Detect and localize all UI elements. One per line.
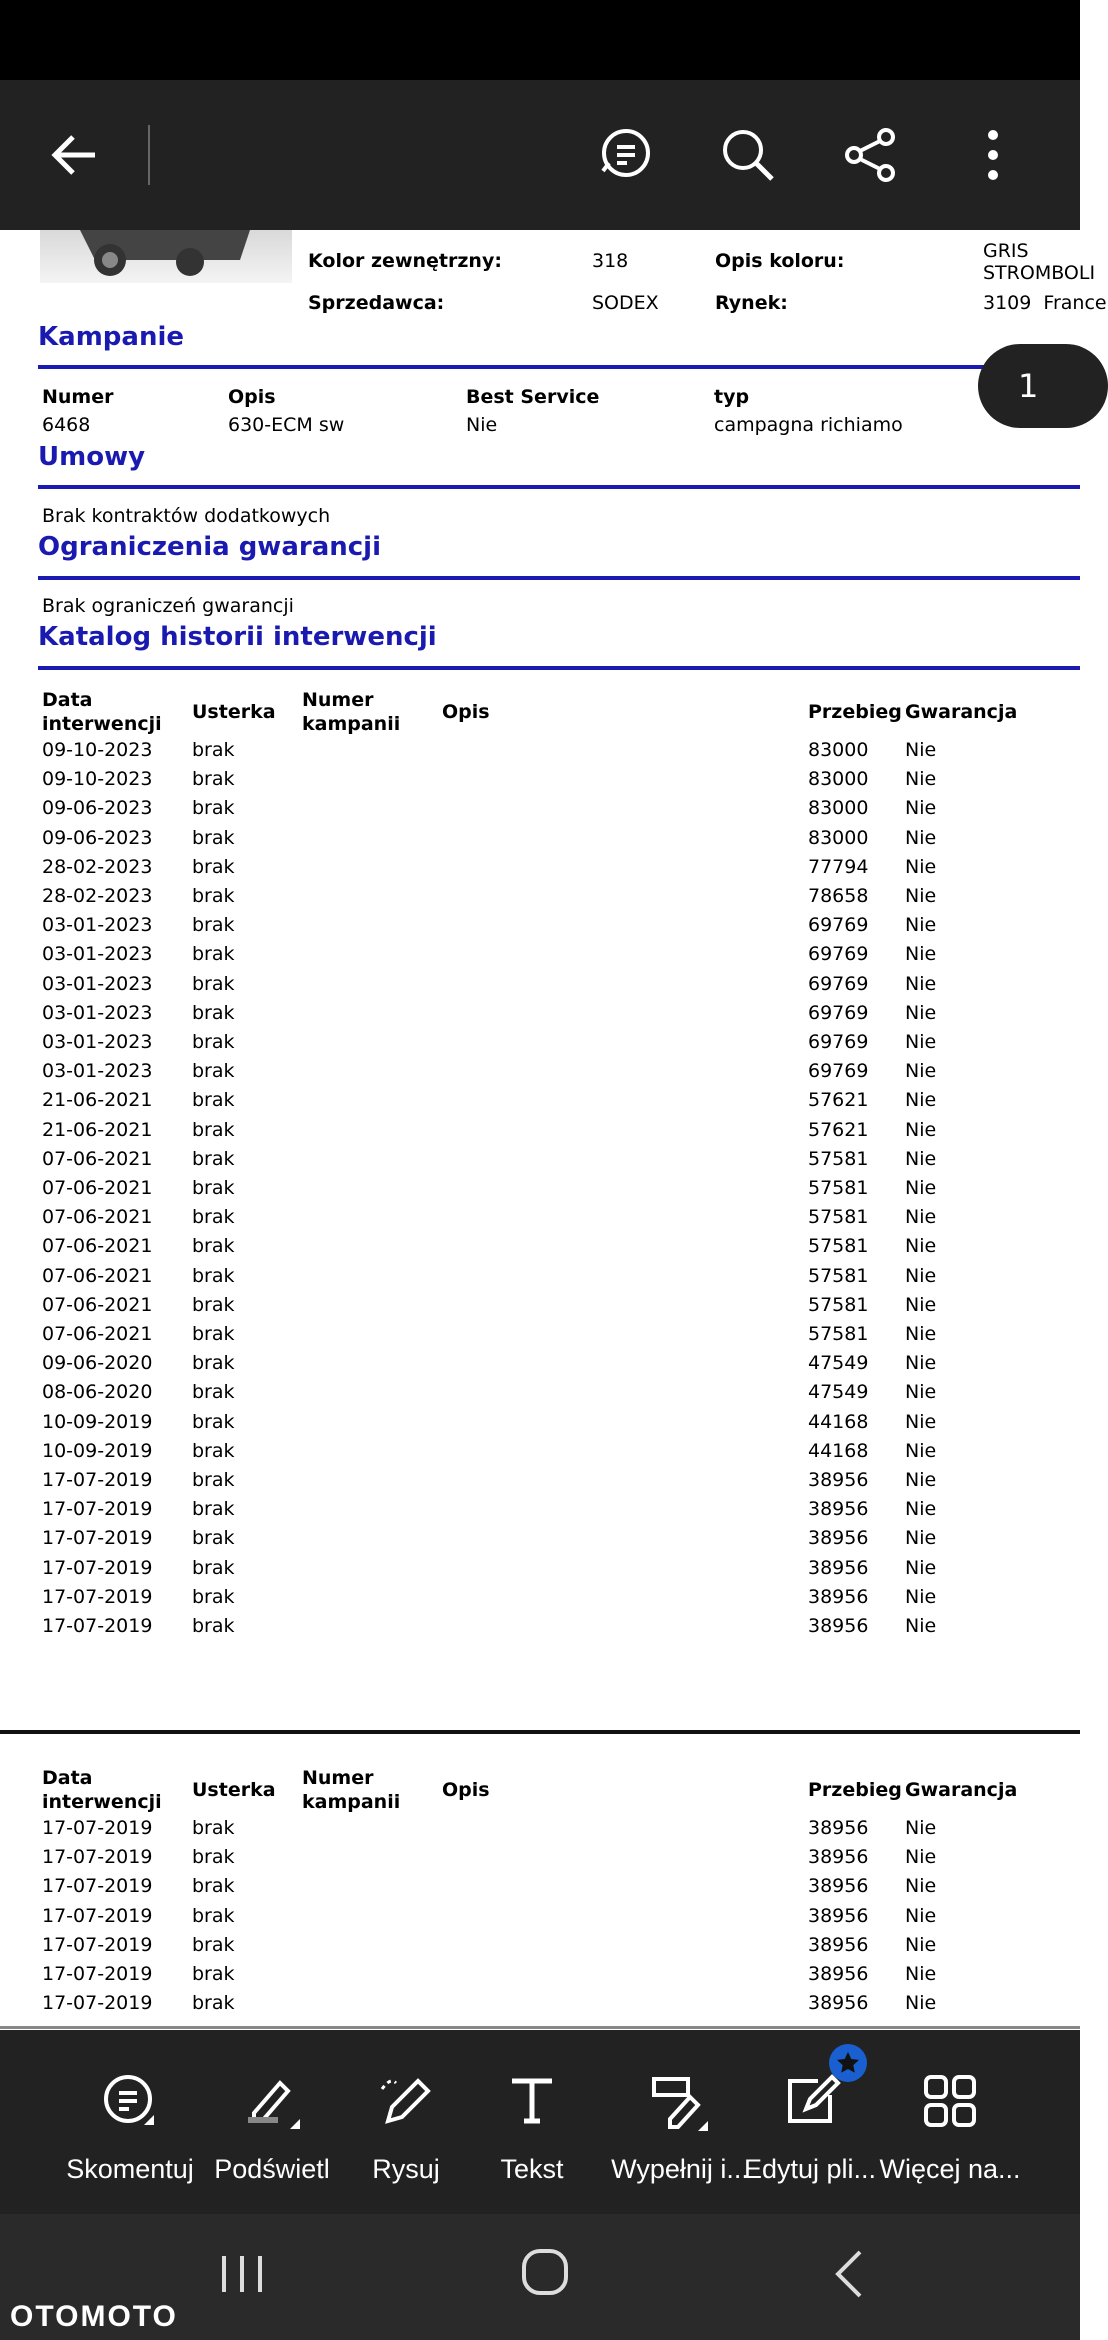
kampanie-cell-typ: campagna richiamo [714,414,903,436]
row-warranty: Nie [905,855,937,878]
row-mileage: 83000 [808,826,869,849]
row-warranty: Nie [905,1177,937,1199]
row-fault: brak [192,1615,235,1637]
row-date: 17-07-2019 [42,1469,153,1491]
row-fault: brak [192,1992,235,2015]
row-date: 28-02-2023 [42,885,153,907]
row-date: 07-06-2021 [42,1293,153,1316]
row-date: 17-07-2019 [42,1556,153,1579]
toolbar-divider [148,125,150,185]
row-fault: brak [192,1556,235,1579]
kampanie-cell-best-service: Nie [466,414,498,436]
row-mileage: 38956 [808,1615,869,1637]
row-date: 03-01-2023 [42,972,153,995]
text-icon [497,2066,567,2136]
row-fault: brak [192,1001,235,1024]
row-fault: brak [192,914,235,937]
kampanie-header-best-service: Best Service [466,386,600,408]
pdf-document[interactable] [0,230,1107,2030]
row-warranty: Nie [905,914,937,937]
table-row [0,1060,1080,1089]
top-toolbar [0,80,1080,230]
page-number-badge[interactable]: 1 [978,344,1108,428]
section-rule [38,666,1080,670]
row-date: 17-07-2019 [42,1992,153,2015]
tool-highlight-label: Podświetl [214,2154,330,2184]
row-warranty: Nie [905,1060,937,1083]
tool-more-label: Więcej na... [879,2154,1021,2184]
row-date: 09-06-2023 [42,797,153,820]
row-date: 03-01-2023 [42,1060,153,1083]
row-warranty: Nie [905,1001,937,1024]
otomoto-watermark: OTOMOTO [10,2300,178,2333]
row-fault: brak [192,797,235,820]
table-row [0,1002,1080,1031]
row-mileage: 38956 [808,1556,869,1579]
row-date: 07-06-2021 [42,1323,153,1345]
row-fault: brak [192,1060,235,1083]
row-date: 03-01-2023 [42,943,153,966]
row-fault: brak [192,1147,235,1170]
table-row [0,797,1080,826]
row-date: 07-06-2021 [42,1206,153,1229]
row-date: 17-07-2019 [42,1527,153,1550]
status-bar [0,0,1080,80]
nav-back-icon[interactable] [820,2244,880,2308]
tool-fill-sign[interactable] [605,2030,755,2214]
row-fault: brak [192,1846,235,1869]
more-vertical-icon[interactable] [958,120,1028,190]
tool-draw-label: Rysuj [372,2154,440,2184]
page-edge [0,2026,1080,2029]
row-warranty: Nie [905,1963,937,1985]
section-title-kampanie: Kampanie [38,322,184,352]
row-mileage: 77794 [808,855,869,878]
row-mileage: 57581 [808,1323,869,1345]
kampanie-header-typ: typ [714,386,750,408]
row-warranty: Nie [905,1875,937,1898]
row-fault: brak [192,1031,235,1053]
table-row [0,943,1080,972]
row-date: 07-06-2021 [42,1177,153,1199]
row-date: 07-06-2021 [42,1235,153,1258]
row-warranty: Nie [905,1439,937,1462]
row-mileage: 57581 [808,1206,869,1229]
row-mileage: 38956 [808,1963,869,1985]
katalog-header-warranty-p2: Gwarancja [905,1779,1018,1801]
row-mileage: 69769 [808,972,869,995]
table-row [0,856,1080,885]
row-fault: brak [192,1933,235,1956]
premium-star-icon [829,2044,867,2082]
header-date-line1: Data [42,689,93,711]
row-date: 03-01-2023 [42,1001,153,1024]
tool-edit-pdf-label: Edytuj pli... [743,2154,877,2184]
row-date: 09-06-2023 [42,826,153,849]
table-row [0,1586,1080,1615]
katalog-header-campaign [302,688,400,736]
search-icon[interactable] [713,120,783,190]
table-row [0,1934,1080,1963]
table-row [0,1119,1080,1148]
tool-text-label: Tekst [500,2154,564,2184]
row-fault: brak [192,855,235,878]
row-fault: brak [192,1904,235,1927]
tool-highlight[interactable] [197,2030,347,2214]
header-date-line2: interwencji [42,1791,162,1813]
row-fault: brak [192,1410,235,1433]
row-mileage: 38956 [808,1469,869,1491]
tool-comment[interactable] [55,2030,205,2214]
row-warranty: Nie [905,972,937,995]
row-mileage: 69769 [808,1001,869,1024]
seller-value: SODEX [592,292,659,314]
row-warranty: Nie [905,797,937,820]
row-mileage: 69769 [808,943,869,966]
row-fault: brak [192,1293,235,1316]
seller-label: Sprzedawca: [308,292,445,314]
highlighter-icon [237,2066,307,2136]
row-fault: brak [192,1352,235,1375]
table-row [0,1615,1080,1644]
row-warranty: Nie [905,1992,937,2015]
row-mileage: 44168 [808,1410,869,1433]
comment-icon [95,2066,165,2136]
color-desc-value [983,240,1095,284]
row-mileage: 38956 [808,1585,869,1608]
row-warranty: Nie [905,1147,937,1170]
header-campaign-line1: Numer [302,1767,374,1789]
table-row [0,1992,1080,2021]
row-mileage: 83000 [808,797,869,820]
katalog-header-date-p2 [42,1766,162,1814]
table-row [0,914,1080,943]
row-mileage: 57581 [808,1264,869,1287]
row-date: 21-06-2021 [42,1089,153,1112]
table-row [0,1411,1080,1440]
row-mileage: 38956 [808,1527,869,1550]
row-fault: brak [192,1963,235,1985]
row-fault: brak [192,826,235,849]
row-date: 09-10-2023 [42,768,153,791]
page-break [0,1730,1080,1734]
katalog-header-desc: Opis [442,701,490,723]
row-fault: brak [192,1439,235,1462]
row-fault: brak [192,1469,235,1491]
color-desc-value-line2: STROMBOLI [983,262,1096,284]
row-mileage: 57581 [808,1177,869,1199]
table-row [0,1498,1080,1527]
row-mileage: 83000 [808,768,869,791]
row-fault: brak [192,972,235,995]
row-mileage: 38956 [808,1817,869,1839]
row-mileage: 57621 [808,1118,869,1141]
section-title-umowy: Umowy [38,442,146,472]
header-campaign-line1: Numer [302,689,374,711]
row-mileage: 69769 [808,1031,869,1053]
row-date: 08-06-2020 [42,1381,153,1404]
row-fault: brak [192,1118,235,1141]
row-warranty: Nie [905,1264,937,1287]
table-row [0,1031,1080,1060]
table-row [0,1206,1080,1235]
row-fault: brak [192,768,235,791]
katalog-header-warranty: Gwarancja [905,701,1018,723]
row-fault: brak [192,1381,235,1404]
comment-list-icon[interactable] [590,120,660,190]
table-row [0,1352,1080,1381]
market-value: 3109 France [983,292,1107,314]
tool-more[interactable] [875,2030,1025,2214]
table-row [0,1875,1080,1904]
fill-sign-icon [645,2066,715,2136]
color-value: 318 [592,250,629,272]
katalog-header-date [42,688,162,736]
row-warranty: Nie [905,1469,937,1491]
row-date: 17-07-2019 [42,1875,153,1898]
row-fault: brak [192,1817,235,1839]
section-rule [38,365,1080,369]
row-date: 10-09-2019 [42,1410,153,1433]
katalog-header-fault-p2: Usterka [192,1779,276,1801]
table-row [0,1440,1080,1469]
bottom-toolbar [0,2030,1080,2214]
table-row [0,1177,1080,1206]
row-fault: brak [192,1585,235,1608]
table-row [0,1963,1080,1992]
row-mileage: 57621 [808,1089,869,1112]
row-mileage: 69769 [808,1060,869,1083]
color-desc-value-line1: GRIS [983,240,1029,262]
row-mileage: 38956 [808,1875,869,1898]
market-label: Rynek: [715,292,788,314]
row-date: 21-06-2021 [42,1118,153,1141]
row-warranty: Nie [905,826,937,849]
katalog-header-desc-p2: Opis [442,1779,490,1801]
header-campaign-line2: kampanii [302,1791,401,1813]
row-date: 17-07-2019 [42,1585,153,1608]
row-date: 17-07-2019 [42,1904,153,1927]
back-arrow-icon[interactable] [40,120,110,190]
row-mileage: 38956 [808,1992,869,2015]
table-row [0,1294,1080,1323]
section-title-ograniczenia: Ograniczenia gwarancji [38,532,381,562]
row-warranty: Nie [905,1206,937,1229]
row-fault: brak [192,1089,235,1112]
tool-text[interactable] [457,2030,607,2214]
row-warranty: Nie [905,1615,937,1637]
row-mileage: 69769 [808,914,869,937]
row-fault: brak [192,1206,235,1229]
color-label: Kolor zewnętrzny: [308,250,502,272]
pencil-draw-icon [371,2066,441,2136]
row-date: 17-07-2019 [42,1615,153,1637]
row-warranty: Nie [905,1817,937,1839]
row-date: 07-06-2021 [42,1147,153,1170]
table-row [0,768,1080,797]
row-mileage: 57581 [808,1235,869,1258]
row-warranty: Nie [905,768,937,791]
row-mileage: 38956 [808,1846,869,1869]
tool-edit-pdf[interactable] [735,2030,885,2214]
row-warranty: Nie [905,1352,937,1375]
umowy-note: Brak kontraktów dodatkowych [42,505,331,527]
kampanie-header-numer: Numer [42,386,114,408]
header-campaign-line2: kampanii [302,713,401,735]
row-mileage: 47549 [808,1381,869,1404]
row-warranty: Nie [905,1323,937,1345]
katalog-header-fault: Usterka [192,701,276,723]
header-date-line2: interwencji [42,713,162,735]
row-mileage: 47549 [808,1352,869,1375]
header-date-line1: Data [42,1767,93,1789]
row-warranty: Nie [905,885,937,907]
row-date: 17-07-2019 [42,1817,153,1839]
row-date: 17-07-2019 [42,1498,153,1521]
table-row [0,1381,1080,1410]
kampanie-cell-opis: 630-ECM sw [228,414,345,436]
row-date: 03-01-2023 [42,914,153,937]
row-date: 17-07-2019 [42,1846,153,1869]
row-mileage: 38956 [808,1498,869,1521]
row-warranty: Nie [905,1933,937,1956]
row-warranty: Nie [905,1585,937,1608]
table-row [0,1527,1080,1556]
row-mileage: 78658 [808,885,869,907]
section-title-katalog: Katalog historii interwencji [38,622,437,652]
row-fault: brak [192,1875,235,1898]
row-warranty: Nie [905,943,937,966]
edit-pdf-icon [775,2066,845,2136]
katalog-header-mileage-p2: Przebieg [808,1779,902,1801]
row-warranty: Nie [905,1410,937,1433]
katalog-header-mileage: Przebieg [808,701,902,723]
row-mileage: 38956 [808,1904,869,1927]
table-row [0,885,1080,914]
row-fault: brak [192,885,235,907]
table-row [0,1846,1080,1875]
row-fault: brak [192,1235,235,1258]
row-fault: brak [192,1323,235,1345]
row-fault: brak [192,1498,235,1521]
row-date: 28-02-2023 [42,855,153,878]
table-row [0,1557,1080,1586]
row-warranty: Nie [905,1527,937,1550]
table-row [0,1469,1080,1498]
table-row [0,739,1080,768]
row-mileage: 44168 [808,1439,869,1462]
table-row [0,1905,1080,1934]
kampanie-cell-numer: 6468 [42,414,91,436]
row-warranty: Nie [905,739,937,761]
row-warranty: Nie [905,1381,937,1404]
row-warranty: Nie [905,1904,937,1927]
katalog-header-campaign-p2 [302,1766,400,1814]
row-date: 10-09-2019 [42,1439,153,1462]
table-row [0,1148,1080,1177]
kampanie-header-opis: Opis [228,386,276,408]
ograniczenia-note: Brak ograniczeń gwarancji [42,595,294,617]
row-warranty: Nie [905,1498,937,1521]
row-warranty: Nie [905,1118,937,1141]
row-mileage: 57581 [808,1293,869,1316]
row-warranty: Nie [905,1556,937,1579]
row-warranty: Nie [905,1846,937,1869]
car-photo [40,230,292,283]
color-desc-label: Opis koloru: [715,250,845,272]
row-fault: brak [192,943,235,966]
row-warranty: Nie [905,1089,937,1112]
row-fault: brak [192,1177,235,1199]
table-row [0,1323,1080,1352]
section-rule [38,485,1080,489]
table-row [0,973,1080,1002]
row-date: 07-06-2021 [42,1264,153,1287]
table-row [0,1235,1080,1264]
row-warranty: Nie [905,1235,937,1258]
row-warranty: Nie [905,1031,937,1053]
row-date: 17-07-2019 [42,1933,153,1956]
share-icon[interactable] [835,120,905,190]
tool-comment-label: Skomentuj [66,2154,194,2184]
row-mileage: 57581 [808,1147,869,1170]
row-fault: brak [192,1527,235,1550]
grid-apps-icon [915,2066,985,2136]
table-row [0,1265,1080,1294]
row-fault: brak [192,1264,235,1287]
row-date: 17-07-2019 [42,1963,153,1985]
section-rule [38,576,1080,580]
tool-fill-sign-label: Wypełnij i... [611,2154,749,2184]
row-fault: brak [192,739,235,761]
row-date: 09-06-2020 [42,1352,153,1375]
row-mileage: 83000 [808,739,869,761]
home-icon[interactable] [515,2242,575,2306]
row-date: 03-01-2023 [42,1031,153,1053]
row-mileage: 38956 [808,1933,869,1956]
row-date: 09-10-2023 [42,739,153,761]
recent-apps-icon[interactable] [212,2244,272,2308]
row-warranty: Nie [905,1293,937,1316]
table-row [0,1817,1080,1846]
table-row [0,1089,1080,1118]
table-row [0,827,1080,856]
